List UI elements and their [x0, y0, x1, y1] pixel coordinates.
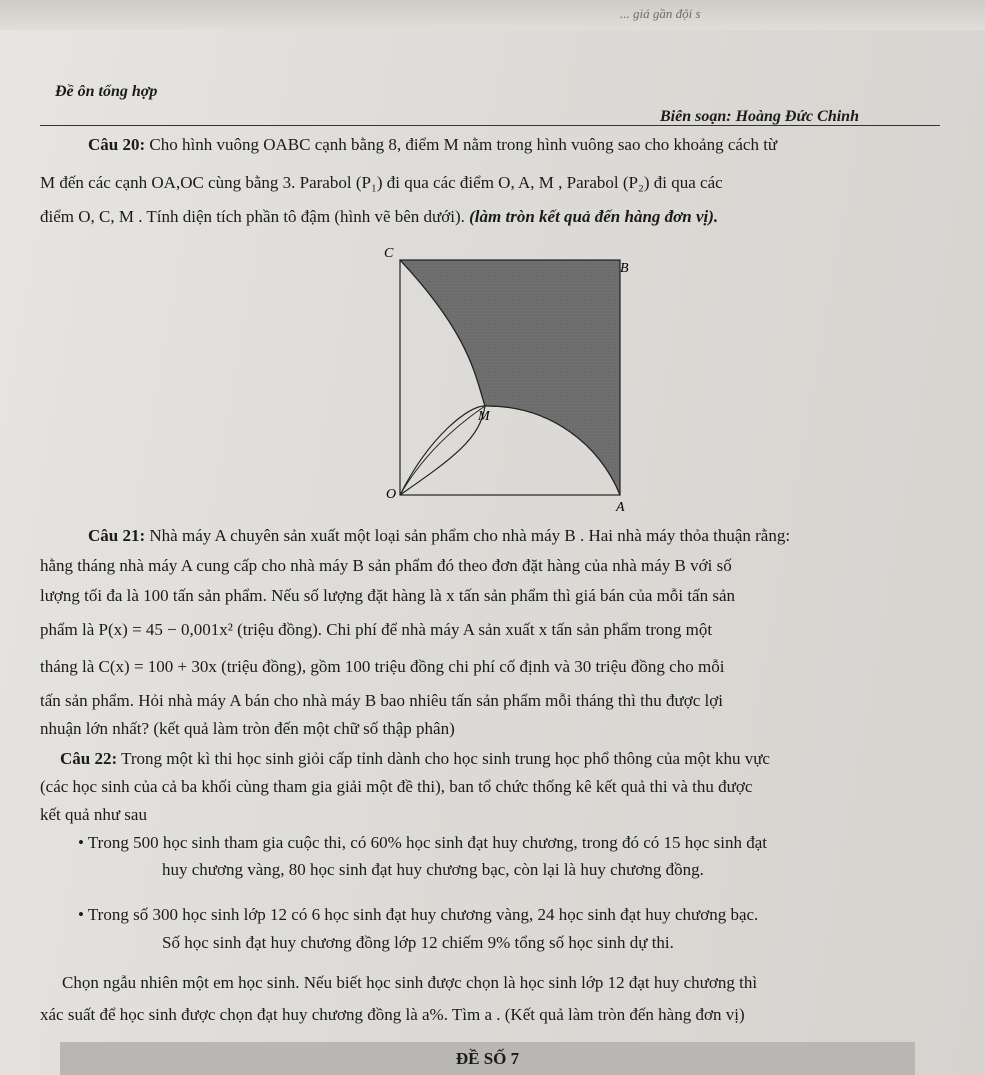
curve-om — [400, 406, 485, 495]
question-20-line3 — [40, 204, 940, 230]
question-20-text1: Cho hình vuông OABC cạnh bằng 8, điểm M nằm trong hình vuông sao cho khoảng cách từ — [149, 135, 778, 154]
question-20-figure — [380, 245, 630, 515]
question-21-line7: nhuận lớn nhất? (kết quả làm tròn đến một chữ số thập phân) — [40, 719, 455, 738]
question-22-line2: (các học sinh của cả ba khối cùng tham gia giải một đề thi), ban tổ chức thống kê kết quả thi và thu được — [40, 777, 753, 796]
question-20-line1 — [88, 132, 948, 158]
question-21-line2: hằng tháng nhà máy A cung cấp cho nhà máy B sản phẩm đó theo đơn đặt hàng của nhà máy B với số — [40, 556, 732, 575]
question-20-label: Câu 20: — [88, 135, 146, 154]
question-22-label: Câu 22: — [60, 749, 118, 768]
question-21-line4: phẩm là P(x) = 45 − 0,001x² (triệu đồng). Chi phí để nhà máy A sản xuất x tấn sản phẩm trong một — [40, 620, 713, 639]
header-left: Đề ôn tổng hợp — [55, 83, 158, 100]
question-22-text1: Trong một kì thi học sinh giỏi cấp tỉnh dành cho học sinh trung học phổ thông của một khu vực — [121, 749, 770, 768]
question-22-line5: xác suất để học sinh được chọn đạt huy chương đồng là a%. Tìm a . (Kết quả làm tròn đến hàng đơn vị) — [40, 1005, 745, 1024]
shaded-region — [400, 260, 620, 495]
top-shadow — [0, 0, 985, 30]
question-20-line2: M đến các cạnh OA,OC cùng bằng 3. Parabol (P₁) đi qua các điểm O, A, M , Parabol (P₂) đi qua các — [40, 173, 723, 192]
question-21-line5: tháng là C(x) = 100 + 30x (triệu đồng), gồm 100 triệu đồng chi phí cố định và 30 triệu đồng cho mỗi — [40, 657, 725, 676]
question-20-text3a: điểm O, C, M . Tính diện tích phần tô đậm (hình vẽ bên dưới). — [40, 207, 465, 226]
question-21-line1 — [88, 523, 948, 549]
header-right: Biên soạn: Hoàng Đức Chinh — [660, 108, 859, 125]
next-exam-banner: ĐỀ SỐ 7 — [60, 1042, 915, 1075]
question-22-bullet2-b: Số học sinh đạt huy chương đồng lớp 12 chiếm 9% tổng số học sinh dự thi. — [162, 933, 674, 952]
label-o: O — [386, 487, 397, 502]
question-21-label: Câu 21: — [88, 526, 146, 545]
bleed-through-text: ... giá gần đội s — [620, 6, 701, 21]
question-22-bullet1-b: huy chương vàng, 80 học sinh đạt huy chương bạc, còn lại là huy chương đồng. — [162, 860, 704, 879]
question-20-text3b: (làm tròn kết quả đến hàng đơn vị). — [469, 207, 719, 226]
label-m: M — [478, 409, 490, 424]
header-rule — [40, 125, 940, 126]
question-21-line3: lượng tối đa là 100 tấn sản phẩm. Nếu số lượng đặt hàng là x tấn sản phẩm thì giá bán của mỗi tấn sản — [40, 586, 736, 605]
label-c: C — [384, 246, 394, 261]
question-22-bullet2-a: • Trong số 300 học sinh lớp 12 có 6 học sinh đạt huy chương vàng, 24 học sinh đạt huy chương bạc. — [78, 905, 759, 924]
label-a: A — [616, 500, 625, 515]
question-21-text1: Nhà máy A chuyên sản xuất một loại sản phẩm cho nhà máy B . Hai nhà máy thỏa thuận rằng: — [149, 526, 791, 545]
question-22-line4: Chọn ngẫu nhiên một em học sinh. Nếu biết học sinh được chọn là học sinh lớp 12 đạt huy chương thì — [62, 973, 758, 992]
label-b: B — [620, 261, 629, 276]
question-22-line1 — [60, 746, 960, 772]
question-22-bullet1-a: • Trong 500 học sinh tham gia cuộc thi, có 60% học sinh đạt huy chương, trong đó có 15 học sinh đạt — [78, 833, 767, 852]
question-22-line3: kết quả như sau — [40, 805, 147, 824]
question-21-line6: tấn sản phẩm. Hỏi nhà máy A bán cho nhà máy B bao nhiêu tấn sản phẩm mỗi tháng thì thu được lợi — [40, 691, 723, 710]
